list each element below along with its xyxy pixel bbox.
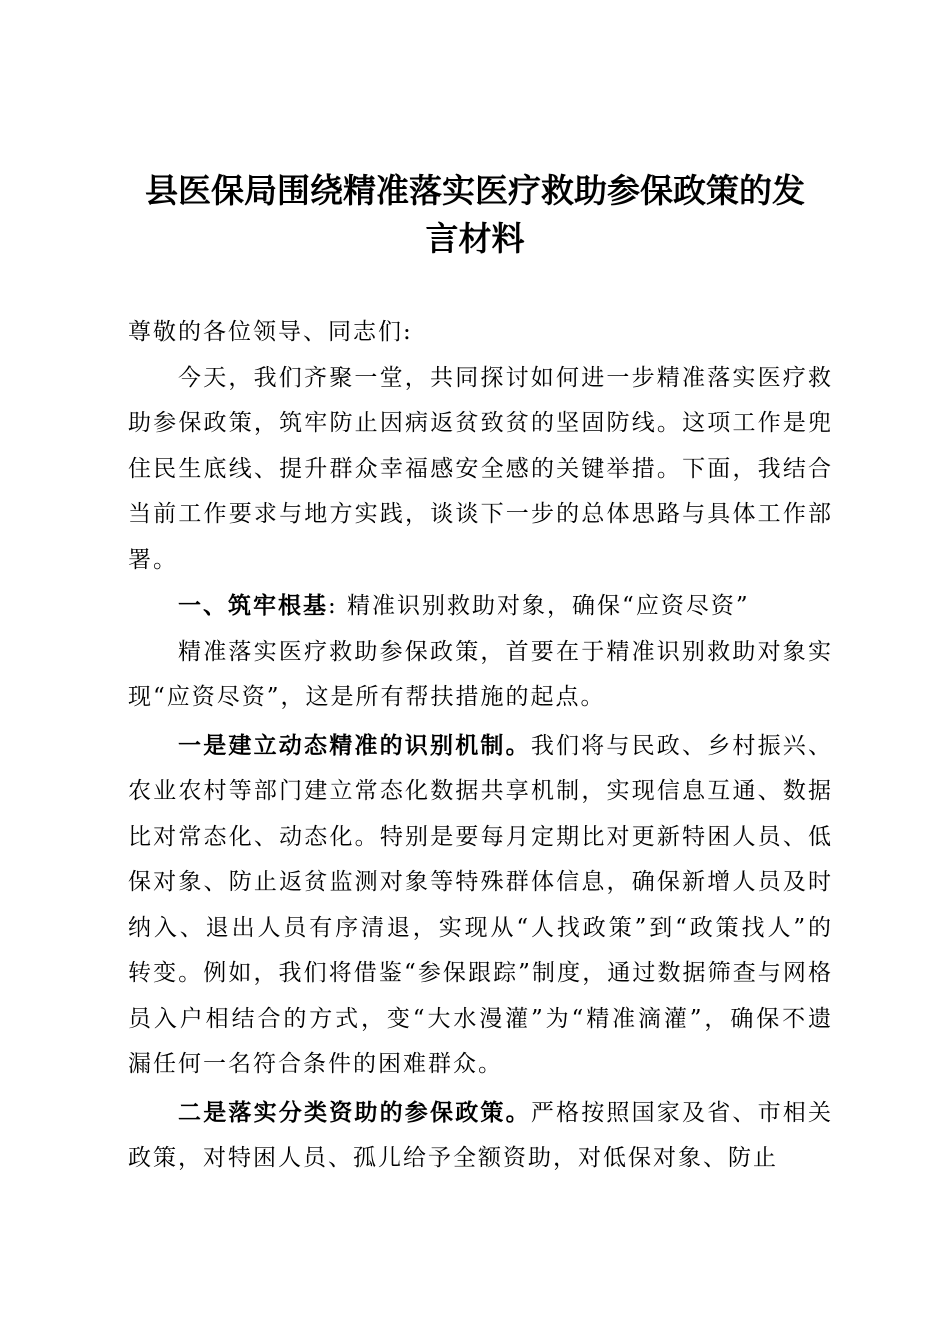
point-1-paragraph	[128, 723, 833, 1088]
section-1-lead-paragraph: 精准落实医疗救助参保政策，首要在于精准识别救助对象实现“应资尽资”，这是所有帮扶措施的起点。	[128, 638, 833, 710]
document-body	[128, 310, 833, 1182]
point-1-heading: 一是建立动态精准的识别机制。	[178, 731, 531, 759]
intro-paragraph: 今天，我们齐聚一堂，共同探讨如何进一步精准落实医疗救助参保政策，筑牢防止因病返贫致贫的坚固防线。这项工作是兜住民生底线、提升群众幸福感安全感的关键举措。下面，我结合当前工作要求与地方实践，谈谈下一步的总体思路与具体工作部署。	[128, 364, 833, 573]
section-1-heading	[128, 583, 833, 630]
title-line-1: 县医保局围绕精准落实医疗救助参保政策的发	[145, 171, 805, 210]
section-1-heading-bold: 一、筑牢根基	[178, 592, 328, 619]
point-2-heading: 二是落实分类资助的参保政策。	[178, 1098, 531, 1126]
section-1-heading-rest: : 精准识别救助对象，确保“应资尽资”	[328, 593, 750, 619]
document-title	[120, 167, 830, 263]
salutation: 尊敬的各位领导、同志们:	[128, 319, 413, 345]
point-2-text: 严格按照国家及省、市相关政策，对特困人员、孤儿给予全额资助，对低保对象、防止	[128, 1099, 834, 1171]
point-2-paragraph	[128, 1090, 833, 1182]
point-1-text: 我们将与民政、乡村振兴、农业农村等部门建立常态化数据共享机制，实现信息互通、数据比对常态化、动态化。特别是要每月定期比对更新特困人员、低保对象、防止返贫监测对象等特殊群体信息，确保新增人员及时纳入、退出人员有序清退，实现从“人找政策”到“政策找人”的转变。例如，我们将借鉴“参保跟踪”制度，通过数据筛查与网格员入户相结合的方式，变“大水漫灌”为“精准滴灌”，确保不遗漏任何一名符合条件的困难群众。	[128, 732, 834, 1077]
title-line-2: 言材料	[425, 219, 525, 258]
